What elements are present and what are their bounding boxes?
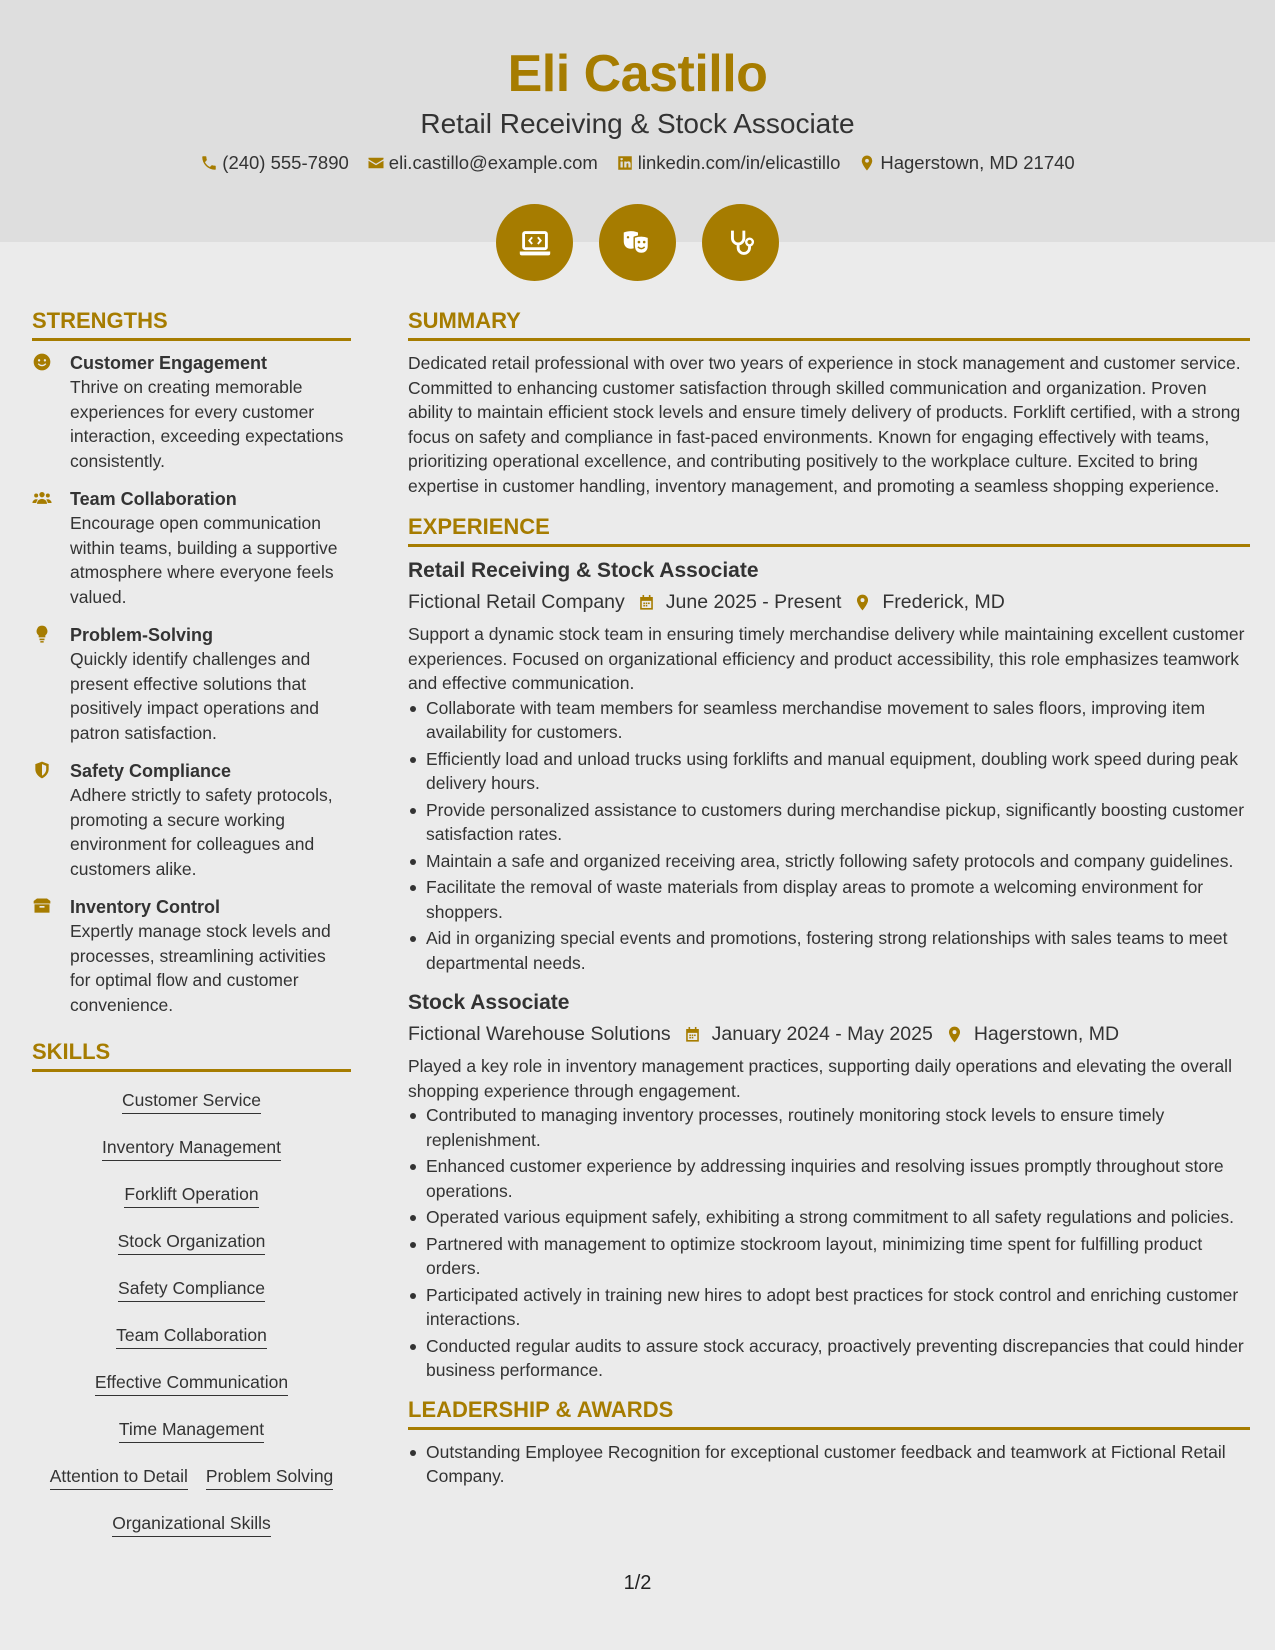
strength-desc: Encourage open communication within teams, building a supportive atmosphere where everyone feels valued. bbox=[70, 513, 338, 607]
job-dates: June 2025 - Present bbox=[665, 591, 842, 613]
lightbulb-icon bbox=[32, 624, 52, 644]
job-entry bbox=[408, 989, 1250, 1383]
left-column bbox=[32, 308, 351, 1552]
map-pin-icon bbox=[858, 154, 876, 172]
users-icon bbox=[32, 488, 52, 508]
list-item: Collaborate with team members for seamless merchandise movement to sales floors, improving item availability for customers. bbox=[408, 696, 1250, 745]
candidate-name: Eli Castillo bbox=[507, 45, 768, 103]
awards-heading: LEADERSHIP & AWARDS bbox=[408, 1397, 1250, 1430]
linkedin-text: linkedin.com/in/elicastillo bbox=[637, 152, 841, 173]
smile-icon bbox=[32, 352, 52, 372]
skill-tag: Effective Communication bbox=[95, 1372, 288, 1396]
phone-text: (240) 555-7890 bbox=[222, 152, 349, 173]
job-meta bbox=[408, 1023, 1250, 1046]
job-desc: Support a dynamic stock team in ensuring timely merchandise delivery while maintaining excellent customer experiences. Focused on organizational efficiency and product accessibility, this role emphasizes teamwork and effective communication. bbox=[408, 624, 1245, 693]
strength-item bbox=[32, 759, 351, 881]
strength-item bbox=[32, 487, 351, 609]
job-dates: January 2024 - May 2025 bbox=[711, 1023, 933, 1045]
job-desc: Played a key role in inventory management practices, supporting daily operations and elevating the overall shopping experience through engagement. bbox=[408, 1056, 1232, 1101]
boxes-icon bbox=[32, 896, 52, 916]
skill-tag: Inventory Management bbox=[102, 1137, 281, 1161]
summary-text: Dedicated retail professional with over two years of experience in stock management and customer service. Committed to enhancing customer satisfaction through skilled communication and organization. Proven ability to maintain efficient stock levels and ensure timely delivery of products. Forklift certified, with a strong focus on safety and compliance in fast-paced environments. Known for engaging effectively with teams, prioritizing operational excellence, and contributing positively to the workplace culture. Excited to bring expertise in customer handling, inventory management, and promoting a seamless shopping experience. bbox=[408, 353, 1241, 496]
strength-desc: Expertly manage stock levels and processes, streamlining activities for optimal flow and customer convenience. bbox=[70, 921, 331, 1015]
skill-tag: Attention to Detail bbox=[50, 1466, 188, 1490]
stethoscope-badge bbox=[702, 204, 779, 281]
strength-item bbox=[32, 623, 351, 745]
skill-tag: Stock Organization bbox=[118, 1231, 266, 1255]
skill-tag: Safety Compliance bbox=[118, 1278, 265, 1302]
job-location: Hagerstown, MD bbox=[973, 1023, 1120, 1045]
job-company: Fictional Warehouse Solutions bbox=[408, 1023, 671, 1045]
stethoscope-icon bbox=[722, 224, 760, 262]
job-role: Retail Receiving & Stock Associate bbox=[408, 559, 759, 582]
list-item: Maintain a safe and organized receiving area, strictly following safety protocols and company guidelines. bbox=[408, 849, 1250, 874]
experience-heading: EXPERIENCE bbox=[408, 514, 1250, 547]
job-entry bbox=[408, 557, 1250, 975]
list-item: Facilitate the removal of waste materials from display areas to promote a welcoming environment for shoppers. bbox=[408, 875, 1250, 924]
strengths-heading: STRENGTHS bbox=[32, 308, 351, 341]
laptop-code-badge bbox=[496, 204, 573, 281]
envelope-icon bbox=[367, 154, 385, 172]
list-item: Operated various equipment safely, exhibiting a strong commitment to all safety regulations and policies. bbox=[408, 1205, 1250, 1230]
theater-masks-icon bbox=[619, 224, 657, 262]
contact-email[interactable] bbox=[367, 152, 598, 174]
right-column bbox=[408, 308, 1250, 1503]
contact-bar bbox=[0, 152, 1275, 174]
list-item: Aid in organizing special events and promotions, fostering strong relationships with sales teams to meet departmental needs. bbox=[408, 926, 1250, 975]
skill-tag: Organizational Skills bbox=[112, 1513, 271, 1537]
strength-title: Problem-Solving bbox=[70, 625, 214, 645]
job-title: Retail Receiving & Stock Associate bbox=[420, 108, 855, 139]
job-bullets bbox=[408, 696, 1250, 976]
contact-phone[interactable] bbox=[200, 152, 349, 174]
theater-masks-badge bbox=[599, 204, 676, 281]
strength-desc: Adhere strictly to safety protocols, promoting a secure working environment for colleagues and customers alike. bbox=[70, 785, 333, 879]
calendar-icon bbox=[637, 593, 656, 612]
laptop-code-icon bbox=[516, 224, 554, 262]
skill-tag: Problem Solving bbox=[206, 1466, 333, 1490]
skills-heading: SKILLS bbox=[32, 1039, 351, 1072]
linkedin-icon bbox=[616, 154, 634, 172]
skill-tag: Team Collaboration bbox=[116, 1325, 267, 1349]
skill-tag: Customer Service bbox=[122, 1090, 261, 1114]
awards-list bbox=[408, 1440, 1250, 1489]
phone-icon bbox=[200, 154, 218, 172]
map-pin-icon bbox=[945, 1025, 964, 1044]
shield-icon bbox=[32, 760, 52, 780]
job-location: Frederick, MD bbox=[882, 591, 1005, 613]
strength-desc: Quickly identify challenges and present effective solutions that positively impact operations and patron satisfaction. bbox=[70, 649, 320, 743]
job-meta bbox=[408, 591, 1250, 614]
map-pin-icon bbox=[853, 593, 872, 612]
list-item: Participated actively in training new hires to adopt best practices for stock control and enriching customer interactions. bbox=[408, 1283, 1250, 1332]
list-item: Provide personalized assistance to customers during merchandise pickup, significantly boosting customer satisfaction rates. bbox=[408, 798, 1250, 847]
skill-tag: Forklift Operation bbox=[124, 1184, 258, 1208]
email-text: eli.castillo@example.com bbox=[388, 152, 598, 173]
strength-title: Customer Engagement bbox=[70, 353, 268, 373]
location-text: Hagerstown, MD 21740 bbox=[880, 152, 1075, 173]
list-item: Contributed to managing inventory processes, routinely monitoring stock levels to ensure timely replenishment. bbox=[408, 1103, 1250, 1152]
list-item: Enhanced customer experience by addressing inquiries and resolving issues promptly throughout store operations. bbox=[408, 1154, 1250, 1203]
strength-item bbox=[32, 351, 351, 473]
strength-item bbox=[32, 895, 351, 1017]
strength-title: Safety Compliance bbox=[70, 761, 232, 781]
list-item: Conducted regular audits to assure stock accuracy, proactively preventing discrepancies that could hinder business performance. bbox=[408, 1334, 1250, 1383]
job-bullets bbox=[408, 1103, 1250, 1383]
list-item: Partnered with management to optimize stockroom layout, minimizing time spent for fulfilling product orders. bbox=[408, 1232, 1250, 1281]
interest-badges bbox=[0, 204, 1275, 281]
page-number: 1/2 bbox=[623, 1572, 652, 1594]
summary-heading: SUMMARY bbox=[408, 308, 1250, 341]
calendar-icon bbox=[683, 1025, 702, 1044]
strength-title: Inventory Control bbox=[70, 897, 221, 917]
skills-list bbox=[32, 1082, 351, 1552]
skill-tag: Time Management bbox=[119, 1419, 264, 1443]
job-role: Stock Associate bbox=[408, 991, 570, 1014]
strength-title: Team Collaboration bbox=[70, 489, 237, 509]
list-item: Outstanding Employee Recognition for exceptional customer feedback and teamwork at Fictional Retail Company. bbox=[408, 1440, 1250, 1489]
strength-desc: Thrive on creating memorable experiences for every customer interaction, exceeding expectations consistently. bbox=[70, 377, 344, 471]
job-company: Fictional Retail Company bbox=[408, 591, 625, 613]
contact-linkedin[interactable] bbox=[616, 152, 841, 174]
contact-location bbox=[858, 152, 1074, 174]
list-item: Efficiently load and unload trucks using forklifts and manual equipment, doubling work speed during peak delivery hours. bbox=[408, 747, 1250, 796]
